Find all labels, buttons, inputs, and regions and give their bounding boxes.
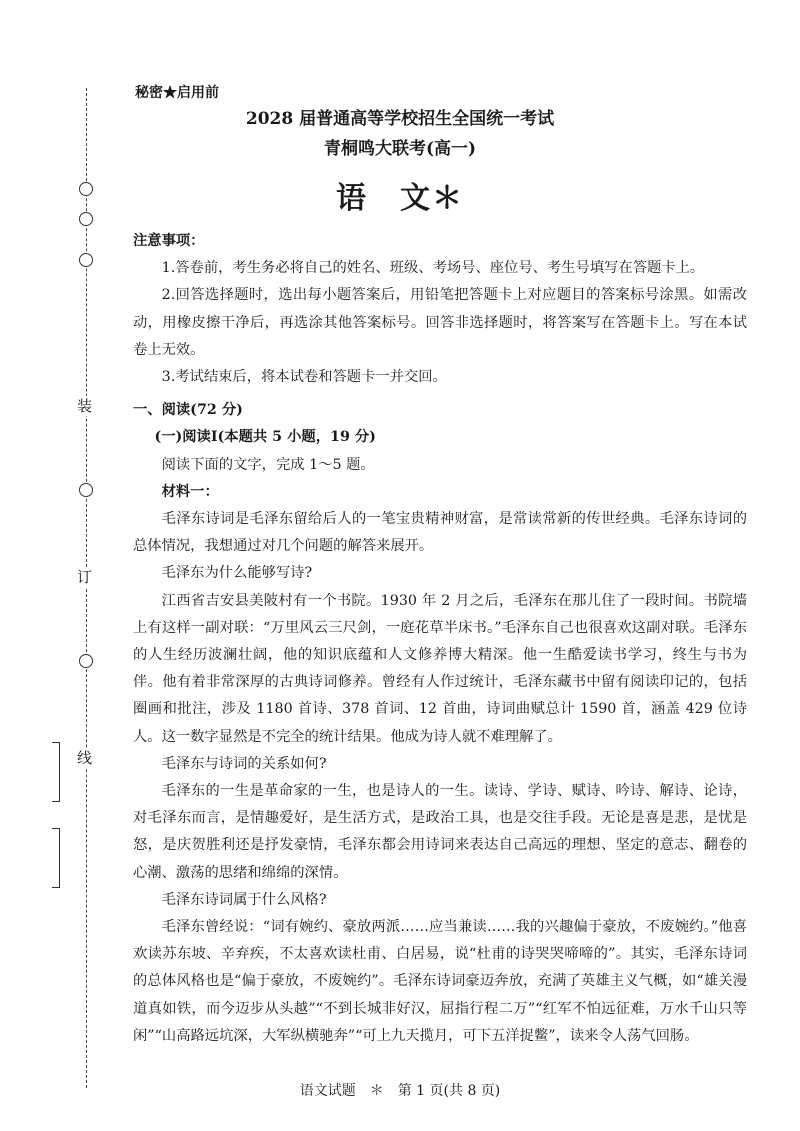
body-paragraph: 毛泽东诗词是毛泽东留给后人的一笔宝贵精神财富，是常读常新的传世经典。毛泽东诗词的总体情况，我想通过对几个问题的解答来展开。 bbox=[133, 511, 747, 555]
binding-bracket bbox=[52, 828, 60, 888]
subject-title: 语 文＊ bbox=[336, 181, 464, 216]
body-question: 毛泽东为什么能够写诗? bbox=[161, 565, 313, 582]
binding-hole bbox=[79, 654, 93, 668]
body-paragraph: 江西省吉安县美陂村有一个书院。1930 年 2 月之后，毛泽东在那儿住了一段时间。书院墙上有这样一副对联：“万里风云三尺剑，一庭花草半床书。”毛泽东自己也很喜欢这副对联。毛泽东的人生经历波澜壮阔，他的知识底蕴和人文修养博大精深。他一生酷爱读书学习，终生与书为伴。他有着非常深厚的古典诗词修养。曾经有人作过统计，毛泽东藏书中留有阅读印记的，包括圈画和批注，涉及 1180 首诗、378 首词、12 首曲，诗词曲赋总计 1590 首，涵盖 429 位诗人。这一数字显然是不完全的统计结果。他成为诗人就不难理解了。 bbox=[133, 592, 747, 745]
binding-char-zhuang: 装 bbox=[77, 397, 93, 415]
notice-item: 1.答卷前，考生务必将自己的姓名、班级、考场号、座位号、考生号填写在答题卡上。 bbox=[161, 260, 705, 277]
body-paragraph: 毛泽东曾经说：“词有婉约、豪放两派……应当兼读……我的兴趣偏于豪放，不废婉约。”他喜欢读苏东坡、辛弃疾，不太喜欢读杜甫、白居易，说“杜甫的诗哭哭啼啼的”。其实，毛泽东诗词的总体风格也是“偏于豪放，不废婉约”。毛泽东诗词豪迈奔放，充满了英雄主义气概，如“雄关漫道真如铁，而今迈步从头越”“不到长城非好汉，屈指行程二万”“红军不怕远征难，万水千山只等闲”“山高路远坑深，大军纵横驰奔”“可上九天揽月，可下五洋捉鳖”，读来令人荡气回肠。 bbox=[133, 919, 747, 1044]
binding-dashed-line bbox=[86, 88, 87, 1088]
body-paragraph: 毛泽东的一生是革命家的一生，也是诗人的一生。读诗、学诗、赋诗、吟诗、解诗、论诗，对毛泽东而言，是情趣爱好，是生活方式，是政治工具，也是交往手段。无论是喜是悲，是忧是怒，是庆贺胜利还是抒发豪情，毛泽东都会用诗词来表达自己高远的理想、坚定的意志、翻卷的心潮、激荡的思绪和绵绵的深情。 bbox=[133, 783, 747, 881]
binding-bracket bbox=[52, 742, 60, 802]
page-content bbox=[133, 228, 747, 1050]
notice-item: 2.回答选择题时，选出每小题答案后，用铅笔把答题卡上对应题目的答案标号涂黑。如需改动，用橡皮擦干净后，再选涂其他答案标号。回答非选择题时，将答案写在答题卡上。写在本试卷上无效。 bbox=[133, 287, 747, 358]
binding-char-xian: 线 bbox=[77, 749, 93, 767]
section-instruction: 阅读下面的文字，完成 1～5 题。 bbox=[161, 456, 375, 473]
secret-mark: 秘密★启用前 bbox=[135, 85, 219, 101]
exam-subtitle: 青桐鸣大联考(高一) bbox=[323, 139, 477, 159]
exam-title: 2028 届普通高等学校招生全国统一考试 bbox=[245, 109, 555, 129]
page-footer: 语文试题 ＊ 第 1 页(共 8 页) bbox=[299, 1083, 501, 1099]
body-question: 毛泽东诗词属于什么风格? bbox=[161, 891, 327, 908]
material-label: 材料一： bbox=[161, 483, 219, 500]
binding-hole bbox=[79, 483, 93, 497]
section-title: 一、阅读(72 分) bbox=[133, 402, 243, 419]
notice-heading: 注意事项： bbox=[133, 233, 205, 249]
binding-char-ding: 订 bbox=[77, 568, 93, 586]
binding-hole bbox=[79, 253, 93, 267]
section-subtitle: (一)阅读Ⅰ(本题共 5 小题，19 分) bbox=[154, 429, 376, 446]
body-question: 毛泽东与诗词的关系如何? bbox=[161, 755, 327, 772]
notice-item: 3.考试结束后，将本试卷和答题卡一并交回。 bbox=[161, 369, 447, 386]
